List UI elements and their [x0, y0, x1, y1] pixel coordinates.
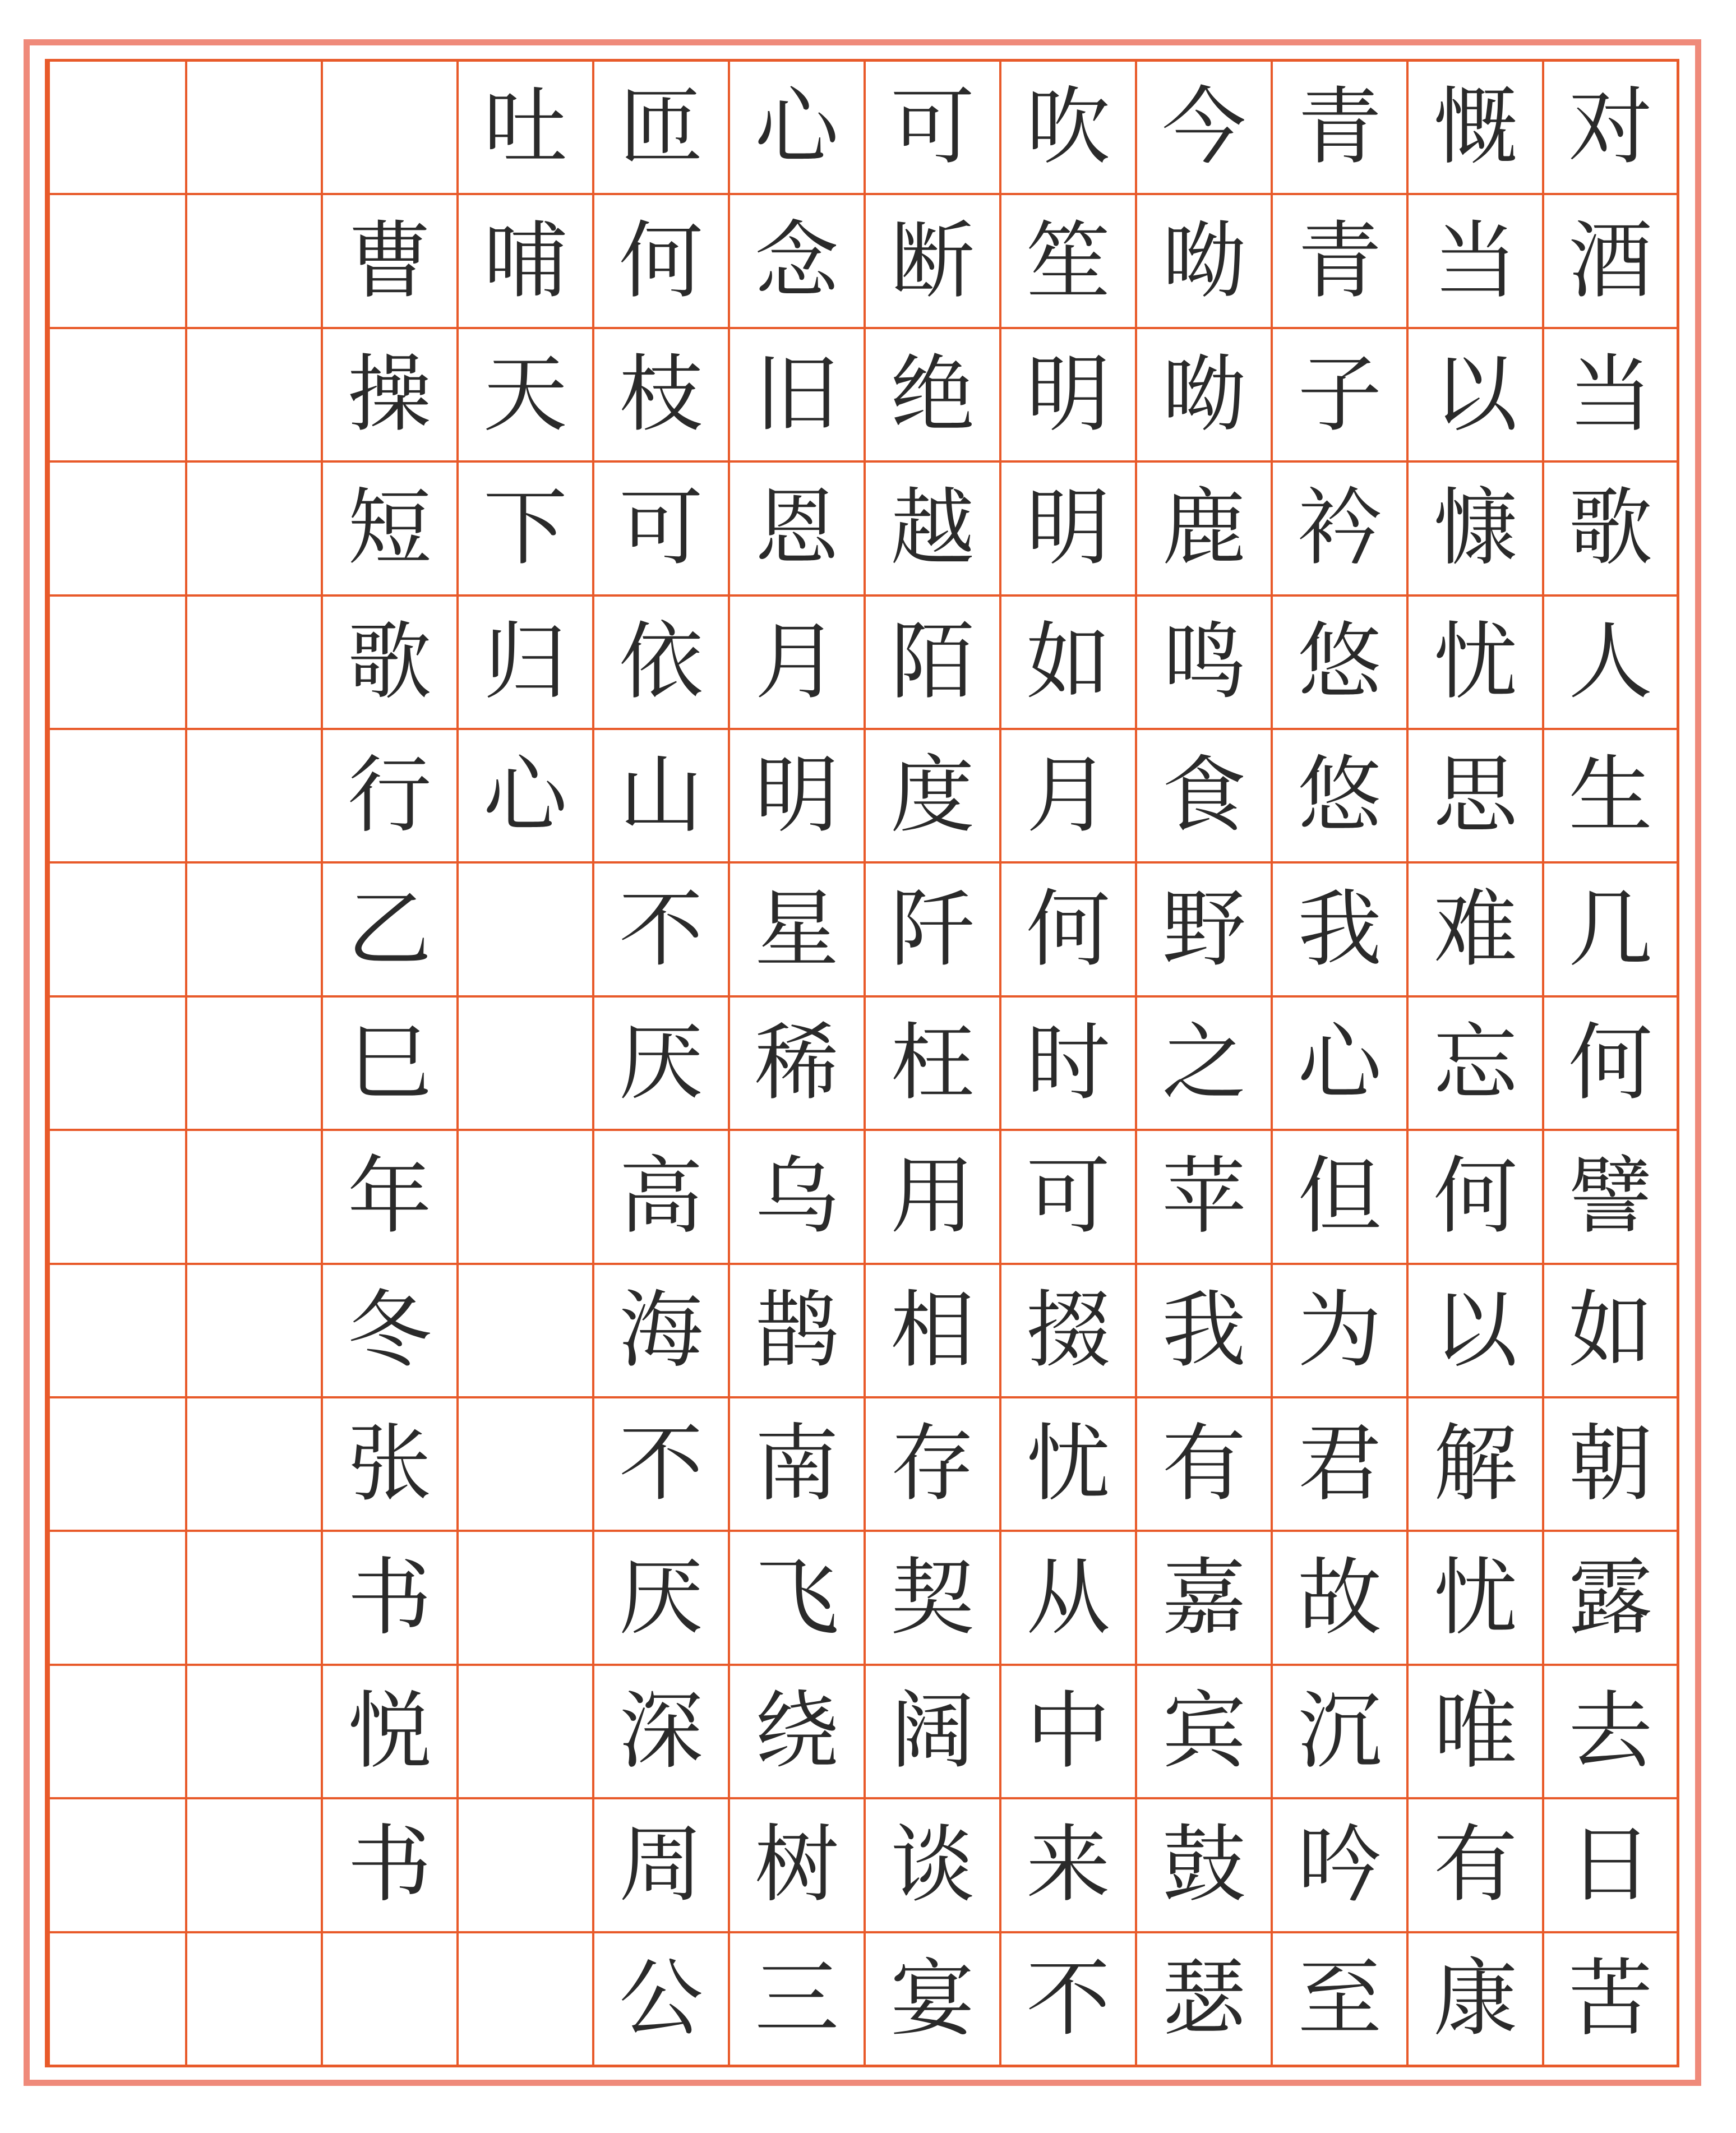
grid-cell: 唯	[1409, 1666, 1542, 1799]
grid-cell: 掇	[1001, 1265, 1135, 1398]
grid-cell: 君	[1273, 1398, 1406, 1532]
grid-cell: 今	[1137, 62, 1271, 195]
grid-cell: 枝	[594, 329, 728, 463]
grid-cell	[50, 62, 185, 195]
grid-cell: 以	[1409, 1265, 1542, 1398]
grid-cell: 野	[1137, 864, 1271, 997]
grid-cell: 树	[730, 1799, 864, 1933]
grid-cell: 飞	[730, 1532, 864, 1665]
grid-cell: 谈	[866, 1799, 999, 1933]
grid-cell: 深	[594, 1666, 728, 1799]
grid-cell: 慨	[1409, 62, 1542, 195]
grid-cell	[459, 1265, 592, 1398]
grid-cell: 悦	[323, 1666, 456, 1799]
grid-cell: 天	[459, 329, 592, 463]
grid-cell: 书	[323, 1799, 456, 1933]
grid-cell: 短	[323, 463, 456, 596]
grid-cell: 度	[866, 730, 999, 864]
grid-cell: 用	[866, 1131, 999, 1264]
grid-cell	[50, 864, 185, 997]
grid-cell: 高	[594, 1131, 728, 1264]
grid-cell: 何	[1001, 864, 1135, 997]
grid-cell	[459, 1933, 592, 2065]
grid-cell: 年	[323, 1131, 456, 1264]
grid-cell: 不	[1026, 1950, 1111, 2048]
grid-cell	[187, 463, 321, 596]
grid-cell	[50, 998, 185, 1131]
grid-column	[1271, 62, 1406, 2065]
grid-cell: 笙	[1001, 195, 1135, 329]
grid-cell: 乙	[323, 864, 456, 997]
grid-cell: 念	[730, 195, 864, 329]
grid-cell: 如	[1001, 597, 1135, 730]
grid-cell: 当	[1409, 195, 1542, 329]
grid-column	[1135, 62, 1271, 2065]
grid-column	[48, 62, 185, 2065]
grid-cell: 有	[1137, 1398, 1271, 1532]
grid-cell: 衿	[1273, 463, 1406, 596]
grid-column	[999, 62, 1135, 2065]
grid-cell: 鼓	[1137, 1799, 1271, 1933]
grid-cell: 哺	[459, 195, 592, 329]
grid-column	[1542, 62, 1677, 2065]
grid-cell: 枉	[866, 998, 999, 1131]
grid-cell: 鹊	[730, 1265, 864, 1398]
grid-cell: 食	[1137, 730, 1271, 864]
grid-column	[728, 62, 864, 2065]
grid-cell: 青	[1273, 195, 1406, 329]
grid-cell: 断	[866, 195, 999, 329]
grid-cell: 我	[1137, 1265, 1271, 1398]
grid-cell: 解	[1409, 1398, 1542, 1532]
grid-cell: 明	[1001, 463, 1135, 596]
grid-cell	[50, 1799, 185, 1933]
grid-cell	[459, 1532, 592, 1665]
grid-cell	[50, 1532, 185, 1665]
grid-cell	[187, 1799, 321, 1933]
grid-cell: 月	[1001, 730, 1135, 864]
grid-column	[456, 62, 592, 2065]
grid-cell: 之	[1137, 998, 1271, 1131]
grid-cell	[187, 597, 321, 730]
grid-cell: 慷	[1409, 463, 1542, 596]
grid-cell	[459, 1131, 592, 1264]
grid-cell	[459, 998, 592, 1131]
grid-cell: 依	[594, 597, 728, 730]
grid-cell: 阔	[866, 1666, 999, 1799]
grid-cell: 曹	[323, 195, 456, 329]
grid-cell	[50, 730, 185, 864]
grid-cell	[50, 195, 185, 329]
grid-cell: 三	[754, 1950, 839, 2048]
grid-cell: 朝	[1544, 1398, 1677, 1532]
grid-cell	[187, 1666, 321, 1799]
grid-cell: 不	[594, 1398, 728, 1532]
grid-cell: 行	[323, 730, 456, 864]
grid-cell: 匝	[594, 62, 728, 195]
grid-cell: 阡	[866, 864, 999, 997]
grid-cell	[50, 1933, 185, 2065]
grid-cell: 海	[594, 1265, 728, 1398]
grid-cell: 吹	[1001, 62, 1135, 195]
grid-cell: 如	[1544, 1265, 1677, 1398]
grid-cell: 陌	[866, 597, 999, 730]
grid-cell: 明	[1001, 329, 1135, 463]
grid-cell: 鹿	[1137, 463, 1271, 596]
grid-cell: 来	[1001, 1799, 1135, 1933]
grid-cell	[459, 1666, 592, 1799]
grid-cell: 星	[730, 864, 864, 997]
grid-cell: 书	[323, 1532, 456, 1665]
grid-cell	[187, 1398, 321, 1532]
grid-cell	[187, 730, 321, 864]
grid-cell: 公	[618, 1950, 703, 2048]
grid-cell: 忘	[1409, 998, 1542, 1131]
grid-cell: 康	[1433, 1950, 1518, 2048]
grid-cell: 时	[1001, 998, 1135, 1131]
grid-cell: 去	[1544, 1666, 1677, 1799]
grid-cell	[323, 62, 456, 195]
grid-cell	[50, 1265, 185, 1398]
grid-cell: 何	[1544, 998, 1677, 1131]
grid-cell: 露	[1544, 1532, 1677, 1665]
grid-cell: 吟	[1273, 1799, 1406, 1933]
grid-cell	[459, 1398, 592, 1532]
grid-column	[864, 62, 999, 2065]
grid-cell: 契	[866, 1532, 999, 1665]
grid-cell: 吐	[459, 62, 592, 195]
grid-cell	[50, 1666, 185, 1799]
grid-cell: 相	[866, 1265, 999, 1398]
grid-cell: 苦	[1568, 1950, 1653, 2048]
grid-cell: 巳	[323, 998, 456, 1131]
grid-column	[321, 62, 456, 2065]
grid-cell	[187, 1933, 321, 2065]
grid-cell: 人	[1544, 597, 1677, 730]
grid-cell	[50, 329, 185, 463]
grid-cell: 鸣	[1137, 597, 1271, 730]
grid-cell: 厌	[594, 998, 728, 1131]
calligraphy-grid	[48, 62, 1677, 2065]
grid-cell	[50, 1131, 185, 1264]
grid-cell: 我	[1273, 864, 1406, 997]
grid-cell: 心	[730, 62, 864, 195]
grid-cell: 恩	[730, 463, 864, 596]
grid-cell: 张	[323, 1398, 456, 1532]
grid-cell: 忧	[1409, 1532, 1542, 1665]
grid-cell: 青	[1273, 62, 1406, 195]
grid-cell: 冬	[323, 1265, 456, 1398]
grid-cell	[459, 864, 592, 997]
grid-cell: 为	[1273, 1265, 1406, 1398]
grid-cell: 有	[1409, 1799, 1542, 1933]
grid-cell: 可	[1001, 1131, 1135, 1264]
grid-cell: 月	[730, 597, 864, 730]
grid-column	[1406, 62, 1542, 2065]
grid-cell: 思	[1409, 730, 1542, 864]
grid-cell: 忧	[1409, 597, 1542, 730]
grid-cell: 歌	[323, 597, 456, 730]
grid-cell: 可	[594, 463, 728, 596]
grid-cell: 难	[1409, 864, 1542, 997]
grid-cell: 悠	[1273, 730, 1406, 864]
grid-cell: 歌	[1544, 463, 1677, 596]
grid-cell	[187, 62, 321, 195]
grid-cell: 宾	[1137, 1666, 1271, 1799]
grid-cell: 存	[866, 1398, 999, 1532]
grid-cell	[187, 1532, 321, 1665]
grid-cell: 至	[1298, 1950, 1382, 2048]
grid-cell: 从	[1001, 1532, 1135, 1665]
grid-cell: 操	[323, 329, 456, 463]
grid-cell: 嘉	[1137, 1532, 1271, 1665]
grid-cell: 旧	[730, 329, 864, 463]
grid-cell: 呦	[1137, 195, 1271, 329]
grid-cell: 南	[730, 1398, 864, 1532]
grid-cell	[187, 195, 321, 329]
grid-cell	[323, 1933, 456, 2065]
grid-cell: 绕	[730, 1666, 864, 1799]
grid-cell: 越	[866, 463, 999, 596]
grid-cell: 几	[1544, 864, 1677, 997]
grid-cell: 厌	[594, 1532, 728, 1665]
grid-cell	[50, 597, 185, 730]
grid-cell: 酒	[1544, 195, 1677, 329]
grid-cell: 瑟	[1162, 1950, 1246, 2048]
grid-cell: 中	[1001, 1666, 1135, 1799]
grid-cell	[50, 1398, 185, 1532]
grid-cell: 心	[1273, 998, 1406, 1131]
grid-cell: 对	[1544, 62, 1677, 195]
grid-cell: 何	[1409, 1131, 1542, 1264]
grid-cell	[187, 998, 321, 1131]
grid-cell: 呦	[1137, 329, 1271, 463]
grid-cell: 周	[594, 1799, 728, 1933]
grid-cell: 不	[594, 864, 728, 997]
grid-column	[185, 62, 321, 2065]
grid-cell	[459, 1799, 592, 1933]
grid-cell	[187, 329, 321, 463]
grid-cell	[187, 1131, 321, 1264]
grid-cell: 忧	[1001, 1398, 1135, 1532]
grid-cell: 下	[459, 463, 592, 596]
grid-cell: 悠	[1273, 597, 1406, 730]
grid-cell: 譬	[1544, 1131, 1677, 1264]
grid-cell: 苹	[1137, 1131, 1271, 1264]
grid-column	[592, 62, 728, 2065]
grid-cell: 宴	[890, 1950, 975, 2048]
grid-cell: 归	[459, 597, 592, 730]
grid-cell: 可	[866, 62, 999, 195]
grid-cell: 故	[1273, 1532, 1406, 1665]
grid-cell: 乌	[730, 1131, 864, 1264]
grid-cell: 心	[459, 730, 592, 864]
grid-cell: 当	[1544, 329, 1677, 463]
grid-cell: 以	[1409, 329, 1542, 463]
grid-cell	[187, 1265, 321, 1398]
grid-cell: 沉	[1273, 1666, 1406, 1799]
grid-cell: 明	[730, 730, 864, 864]
grid-cell: 山	[594, 730, 728, 864]
grid-cell: 稀	[730, 998, 864, 1131]
grid-cell	[50, 463, 185, 596]
grid-cell: 生	[1544, 730, 1677, 864]
grid-cell: 子	[1273, 329, 1406, 463]
grid-cell: 何	[594, 195, 728, 329]
grid-cell	[187, 864, 321, 997]
grid-cell: 绝	[866, 329, 999, 463]
grid-cell: 日	[1544, 1799, 1677, 1933]
grid-cell: 但	[1273, 1131, 1406, 1264]
